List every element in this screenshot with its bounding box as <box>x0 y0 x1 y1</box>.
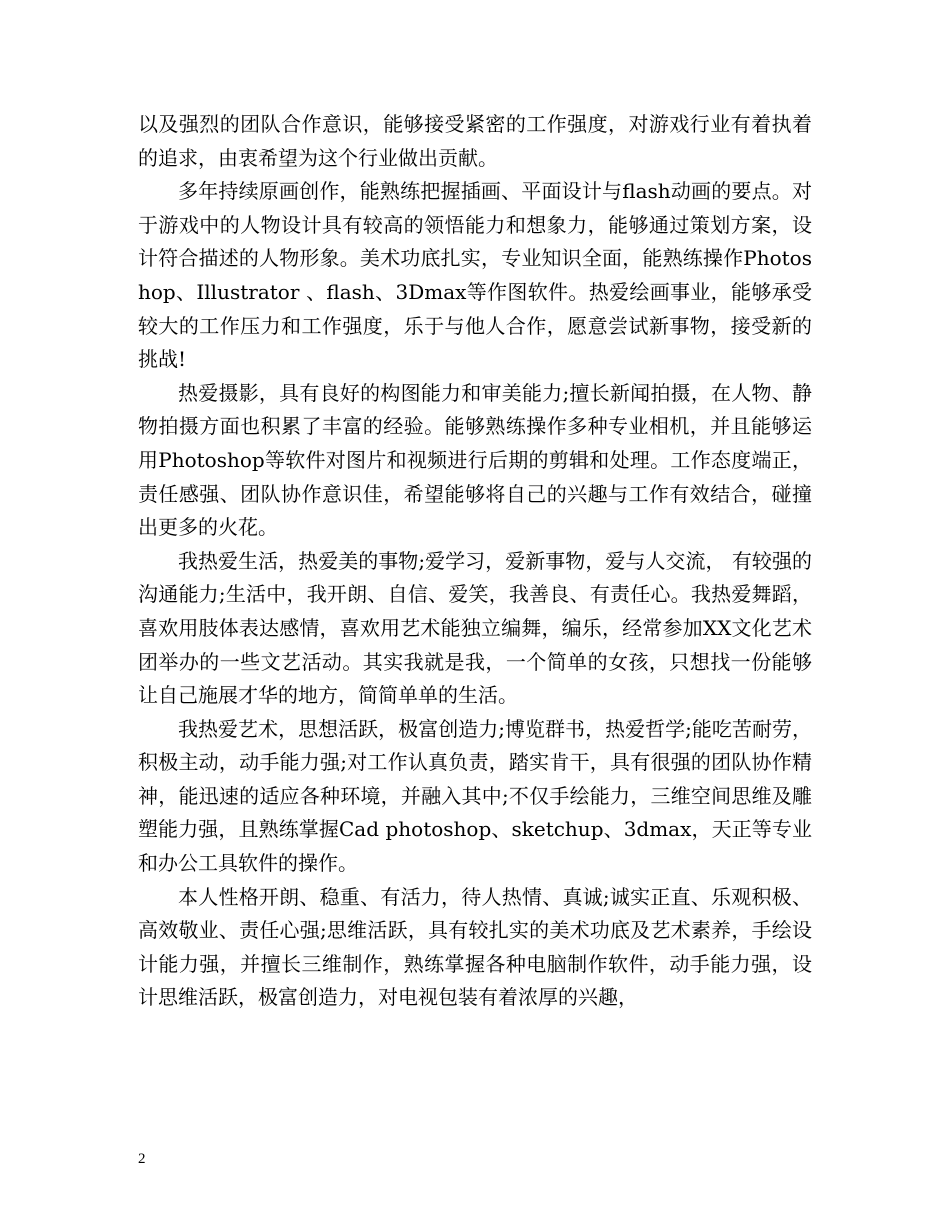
paragraph-illustration-skills: 多年持续原画创作，能熟练把握插画、平面设计与flash动画的要点。对于游戏中的人物设计具有较高的领悟能力和想象力，能够通过策划方案，设计符合描述的人物形象。美术功底扎实，专业知识全面，能熟练操作Photoshop、Illustrator 、flash、3Dmax等作图软件。热爱绘画事业，能够承受较大的工作压力和工作强度，乐于与他人合作，愿意尝试新事物，接受新的挑战! <box>138 179 812 372</box>
paragraph-art-design: 我热爱艺术，思想活跃，极富创造力;博览群书，热爱哲学;能吃苦耐劳，积极主动，动手能力强;对工作认真负责，踏实肯干，具有很强的团队协作精神，能迅速的适应各种环境，并融入其中;不仅手绘能力，三维空间思维及雕塑能力强，且熟练掌握Cad photoshop、sketchup、3dmax，天正等专业和办公工具软件的操作。 <box>138 716 812 876</box>
paragraph-personal-life: 我热爱生活，热爱美的事物;爱学习，爱新事物，爱与人交流， 有较强的沟通能力;生活中，我开朗、自信、爱笑，我善良、有责任心。我热爱舞蹈，喜欢用肢体表达感情，喜欢用艺术能独立编舞，编乐，经常参加XX文化艺术团举办的一些文艺活动。其实我就是我，一个简单的女孩，只想找一份能够让自己施展才华的地方，简简单单的生活。 <box>138 548 812 708</box>
page-number: 2 <box>138 1151 146 1167</box>
paragraph-continuation: 以及强烈的团队合作意识，能够接受紧密的工作强度，对游戏行业有着执着的追求，由衷希望为这个行业做出贡献。 <box>138 112 812 170</box>
page-body <box>138 108 812 1015</box>
paragraph-personality: 本人性格开朗、稳重、有活力，待人热情、真诚;诚实正直、乐观积极、高效敬业、责任心强;思维活跃，具有较扎实的美术功底及艺术素养，手绘设计能力强，并擅长三维制作，熟练掌握各种电脑制作软件，动手能力强，设计思维活跃，极富创造力，对电视包装有着浓厚的兴趣， <box>138 884 812 1010</box>
paragraph-photography: 热爱摄影，具有良好的构图能力和审美能力;擅长新闻拍摄，在人物、静物拍摄方面也积累了丰富的经验。能够熟练操作多种专业相机，并且能够运用Photoshop等软件对图片和视频进行后期的剪辑和处理。工作态度端正，责任感强、团队协作意识佳，希望能够将自己的兴趣与工作有效结合，碰撞出更多的火花。 <box>138 380 812 540</box>
